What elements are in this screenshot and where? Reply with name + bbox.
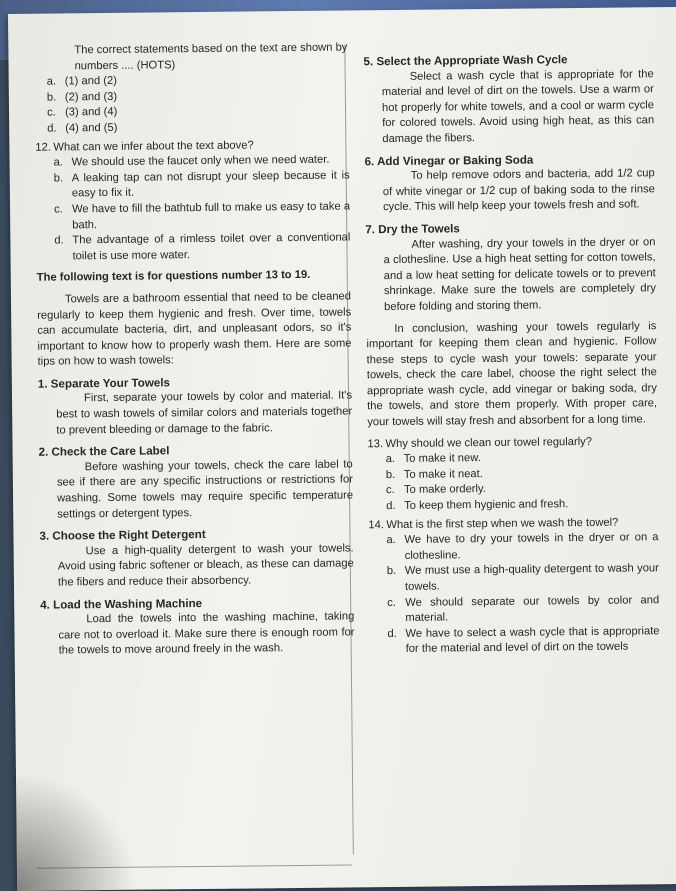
- option-letter: a.: [53, 156, 63, 169]
- section-body: After washing, dry your towels in the dryer or on a clothesline. Use a high heat setting for cotton towels, and a low heat setting for delicate towels or to prevent shrinkage. Make sure the towels are completely dry before folding and storing them.: [383, 235, 656, 313]
- option-letter: d.: [47, 122, 57, 135]
- option-letter: a.: [46, 75, 57, 88]
- section-heading: 2. Check the Care Label: [38, 444, 170, 459]
- option-text: (2) and (3): [64, 90, 118, 104]
- question-number: 14.: [368, 518, 384, 531]
- option-letter: d.: [54, 234, 64, 247]
- option-text: We have to fill the bathtub full to make us easy to take a bath.: [71, 200, 351, 231]
- question-14-options: [368, 530, 659, 658]
- section-heading: 5. Select the Appropriate Wash Cycle: [363, 53, 568, 69]
- question-stem: Why should we clean our towel regularly?: [385, 435, 593, 450]
- option-letter: d.: [387, 627, 397, 640]
- question-number: 13.: [367, 437, 384, 450]
- section-heading: 7. Dry the Towels: [365, 222, 460, 237]
- option-text: To keep them hygienic and fresh.: [404, 498, 569, 512]
- question-12-options: [35, 153, 350, 265]
- option-text: The advantage of a rimless toilet over a conventional toilet is use more water.: [72, 231, 351, 263]
- corner-shadow: [16, 770, 137, 891]
- option-text: A leaking tap can not disrupt your sleep because it is easy to fix it.: [71, 169, 350, 200]
- option-text: We should use the faucet only when we need water.: [71, 153, 330, 169]
- option-text: (3) and (4): [64, 106, 118, 119]
- option[interactable]: [54, 199, 350, 233]
- question-stem: What can we infer about the text above?: [53, 138, 254, 154]
- section-heading: 1. Separate Your Towels: [37, 376, 171, 391]
- option-text: We have to dry your towels in the dryer or on a clothesline.: [404, 531, 659, 562]
- option[interactable]: [386, 530, 658, 564]
- option-letter: c.: [46, 106, 56, 119]
- section-heading: 3. Choose the Right Detergent: [39, 528, 206, 543]
- left-column: [34, 40, 354, 659]
- option-letter: b.: [386, 565, 397, 578]
- option-text: To make it new.: [403, 452, 481, 466]
- question-13-options: [368, 449, 659, 514]
- option-letter: c.: [53, 203, 63, 216]
- worksheet-page: [8, 7, 676, 891]
- conclusion-paragraph: In conclusion, washing your towels regularly is important for keeping them clean and hygienic. Follow these steps to cycle wash your towels: separate your towels, check the care label, choose the right select the appropriate wash cycle, add vinegar or baking soda, dry the towels, and store them properly. With proper care, your towels will stay fresh and absorbent for a long time.: [366, 319, 658, 429]
- passage-intro: The following text is for questions number 13 to 19.: [36, 269, 311, 285]
- option-letter: a.: [386, 534, 396, 547]
- option-text: To make it neat.: [403, 467, 483, 481]
- option-text: We must use a high-quality detergent to wash your towels.: [404, 562, 659, 593]
- option-letter: a.: [385, 453, 396, 466]
- previous-question-options: [35, 72, 350, 138]
- option-text: We have to select a wash cycle that is appropriate for the material and level of dirt on the towels: [405, 624, 660, 656]
- right-column: [363, 51, 659, 658]
- option-letter: b.: [385, 468, 396, 481]
- section-body: Use a high-quality detergent to wash your towels. Avoid using fabric softener or bleach, as these can damage the fibers and reduce their absorbency.: [57, 542, 354, 589]
- passage-intro-paragraph: Towels are a bathroom essential that need to be cleaned regularly to keep them hygienic and fresh. Over time, towels can accumulate bacteria, dirt, and unpleasant odors, so it's important to know how to properly wash them. Here are some tips on how to wash towels:: [37, 290, 352, 368]
- option[interactable]: [387, 624, 659, 658]
- option-letter: c.: [385, 484, 395, 497]
- previous-question-stem: The correct statements based on the text are shown by numbers .... (HOTS): [74, 41, 348, 72]
- option-letter: b.: [53, 172, 64, 185]
- section-body: Select a wash cycle that is appropriate for the material and level of dirt on the towels. Use a warm or hot properly for white towels, and a cool or warm cycle for colored towels. Avoid using high heat, as this can damage the fibers.: [381, 67, 655, 146]
- option-text: To make orderly.: [403, 483, 486, 497]
- option[interactable]: [387, 593, 659, 627]
- section-body: First, separate your towels by color and material. It's best to wash towels of similar colors and materials together to prevent bleeding or damage to the fabric.: [56, 389, 353, 437]
- question-stem: What is the first step when we wash the towel?: [386, 516, 619, 531]
- section-heading: 6. Add Vinegar or Baking Soda: [364, 153, 534, 168]
- option-text: (1) and (2): [64, 75, 118, 88]
- option-text: (4) and (5): [65, 121, 118, 135]
- option-text: We should separate our towels by color and material.: [405, 593, 660, 625]
- section-body: To help remove odors and bacteria, add 1/2 cup of white vinegar or 1/2 cup of baking soda to the rinse cycle. This will help keep your towels fresh and soft.: [382, 167, 655, 214]
- option[interactable]: [387, 562, 659, 596]
- option[interactable]: [386, 496, 658, 514]
- option[interactable]: [35, 118, 349, 137]
- section-heading: 4. Load the Washing Machine: [40, 596, 203, 612]
- section-body: Load the towels into the washing machine, taking care not to overload it. Make sure there is enough room for the towels to move around freely in the wash.: [58, 610, 355, 657]
- option-letter: c.: [387, 596, 396, 609]
- section-body: Before washing your towels, check the care label to see if there are any specific instructions or restrictions for washing. Some towels may require specific temperature settings or detergent types.: [56, 458, 354, 521]
- option-letter: d.: [386, 500, 396, 513]
- option[interactable]: [54, 168, 350, 202]
- option-letter: b.: [46, 91, 57, 104]
- option[interactable]: [54, 231, 350, 265]
- question-number: 12.: [35, 141, 52, 154]
